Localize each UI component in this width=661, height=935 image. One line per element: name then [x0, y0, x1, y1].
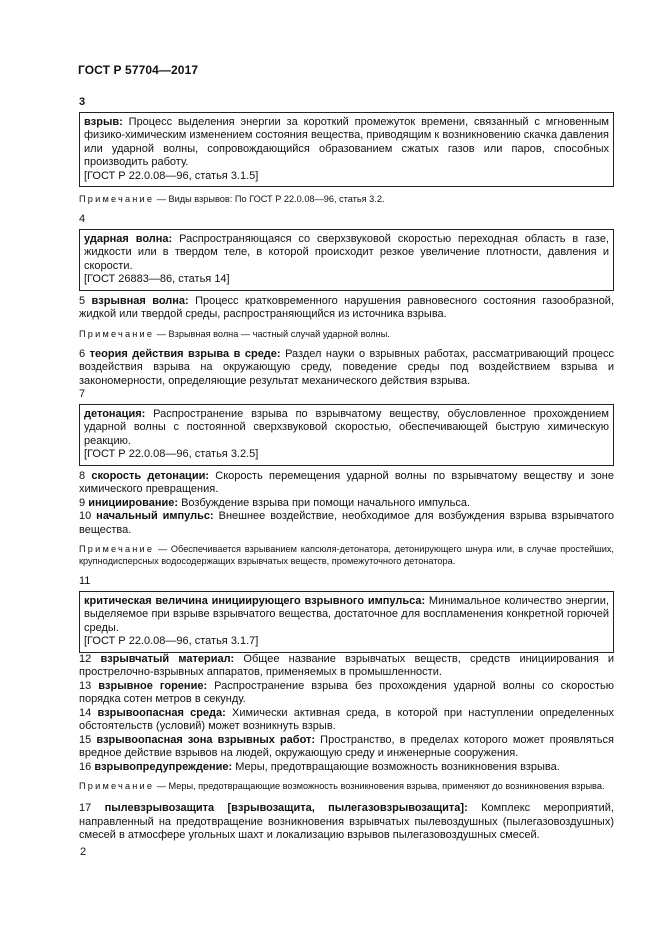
term: взрывная волна:: [91, 294, 189, 307]
entry-number: 11: [79, 575, 91, 587]
term: начальный импульс:: [96, 510, 214, 522]
term: взрывоопасная среда:: [97, 706, 226, 719]
entry-number: 3: [79, 96, 86, 108]
note-label: Примечание: [79, 781, 155, 791]
note-text: — Взрывная волна — частный случай ударной волны.: [156, 328, 390, 339]
term-entry: [79, 707, 614, 734]
document-body: [79, 96, 614, 843]
note-text: — Виды взрывов: По ГОСТ Р 22.0.08—96, статья 3.2.: [156, 194, 385, 204]
term-entry: [79, 761, 614, 775]
note: [79, 328, 614, 340]
note: [79, 193, 614, 205]
entry-number: 15: [79, 733, 92, 746]
entry-number: 12: [79, 652, 92, 665]
entry-number: 4: [79, 213, 86, 225]
term-definition: Химически активная среда, в которой при наступлении определенных обстоятельств (условий) может возникнуть взрыв.: [79, 706, 615, 732]
term: взрывчатый материал:: [100, 652, 235, 665]
term-definition: Распространение взрыва по взрывчатому веществу, обусловленное прохождением ударной волны с постоянной сверхзвуковой скоростью, обеспечивающей быструю химическую реакцию.: [84, 407, 609, 447]
term-reference: [ГОСТ Р 22.0.08—96, статья 3.2.5]: [84, 448, 259, 460]
term-definition: Пространство, в пределах которого может проявляться вредное действие взрывов на людей, окружающую среду и инженерные сооружения.: [79, 733, 614, 759]
term-definition: Процесс выделения энергии за короткий промежуток времени, связанный с мгновенным физико-химическим изменением состояния вещества, приводящим к возникновению скачка давления или ударной волны, сопровождающийся образованием сжатых газов или паров, способных производить работу.: [84, 115, 609, 168]
term: скорость детонации:: [91, 469, 210, 482]
term-definition: Возбуждение взрыва при помощи начального импульса.: [181, 496, 471, 509]
term: взрыв:: [84, 115, 123, 128]
entry-number: 5: [79, 294, 86, 307]
term-definition: Распространение взрыва без прохождения ударной волны со скоростью порядка сотен метров в секунду.: [79, 679, 614, 705]
note-text: — Обеспечивается взрыванием капсюля-детонатора, детонирующего шнура или, в случае простейших, крупнодисперсных водосодержащих взрывчатых веществ, промежуточного детонатора.: [79, 544, 614, 566]
entry-number: 16: [79, 760, 92, 773]
term: ударная волна:: [84, 232, 173, 245]
note: [79, 543, 614, 567]
term: теория действия взрыва в среде:: [89, 347, 281, 360]
term-entry: [79, 653, 614, 680]
term-entry: [79, 802, 614, 843]
term-box: [79, 112, 614, 188]
page-number: 2: [80, 846, 87, 858]
term-entry: [79, 295, 614, 322]
term-definition: Процесс кратковременного нарушения равновесного состояния газообразной, жидкой или твердой среды, распространяющийся из источника взрыва.: [79, 294, 615, 320]
document-header: ГОСТ Р 57704—2017: [78, 63, 199, 77]
note-label: Примечание: [79, 544, 155, 554]
entry-number: 9: [79, 496, 86, 509]
term-entry: [79, 734, 614, 761]
term-definition: Раздел науки о взрывных работах, рассматривающий процесс воздействия взрыва на окружающую среду, поведение среды под воздействием взрыва и закономерности, определяющие результат механического действия взрыва.: [79, 347, 615, 387]
note-label: Примечание: [79, 194, 155, 204]
term-entry: [79, 497, 614, 511]
entry-number: 13: [79, 679, 92, 692]
entry-number: 7: [79, 388, 86, 400]
note-label: Примечание: [79, 328, 155, 339]
term: взрывопредупреждение:: [94, 760, 233, 773]
term: взрывное горение:: [98, 679, 208, 692]
term: детонация:: [84, 407, 146, 420]
term-definition: Распространяющаяся со сверхзвуковой скоростью переходная область в газе, жидкости или в твердом теле, в которой происходит резкое увеличение плотности, давления и скорости.: [84, 232, 609, 272]
term-entry: [79, 470, 614, 497]
entry-number: 6: [79, 347, 86, 360]
term-definition: Минимальное количество энергии, выделяемое при взрыве взрывчатого вещества, достаточное для воспламенения конкретной горючей среды.: [84, 594, 610, 634]
term-entry: [79, 680, 614, 707]
term: взрывоопасная зона взрывных работ:: [96, 733, 316, 746]
term-definition: Общее название взрывчатых веществ, средств инициирования и прострелочно-взрывных аппаратов, применяемых в промышленности.: [79, 652, 614, 678]
entry-number: 17: [79, 802, 92, 814]
entry-number: 10: [79, 510, 92, 522]
term: пылевзрывозащита [взрывозащита, пылегазовзрывозащита]:: [104, 802, 468, 814]
term-entry: [79, 510, 614, 537]
term-reference: [ГОСТ 26883—86, статья 14]: [84, 273, 230, 285]
term-box: [79, 404, 614, 466]
term-entry: [79, 348, 614, 389]
note-text: — Меры, предотвращающие возможность возникновения взрыва, применяют до возникновения взрыва.: [156, 781, 605, 791]
note: [79, 780, 614, 792]
term-box: [79, 229, 614, 291]
entry-number: 14: [79, 706, 92, 719]
term-definition: Меры, предотвращающие возможность возникновения взрыва.: [235, 760, 560, 773]
term-reference: [ГОСТ Р 22.0.08—96, статья 3.1.7]: [84, 635, 259, 647]
term-definition: Скорость перемещения ударной волны по взрывчатому веществу и зоне химического превращения.: [79, 469, 614, 495]
term: критическая величина инициирующего взрывного импульса:: [84, 594, 426, 607]
term: инициирование:: [88, 496, 179, 509]
entry-number: 8: [79, 469, 86, 482]
term-definition: Комплекс мероприятий, направленный на предотвращение возникновения взрывчатых пылевоздушных (пылегазовоздушных) смесей в атмосфере угольных шахт и локализацию взрывов пылегазовоздушных смесей.: [79, 802, 614, 841]
term-definition: Внешнее воздействие, необходимое для возбуждения взрыва взрывчатого вещества.: [79, 510, 614, 536]
term-box: [79, 591, 614, 653]
term-reference: [ГОСТ Р 22.0.08—96, статья 3.1.5]: [84, 169, 259, 182]
